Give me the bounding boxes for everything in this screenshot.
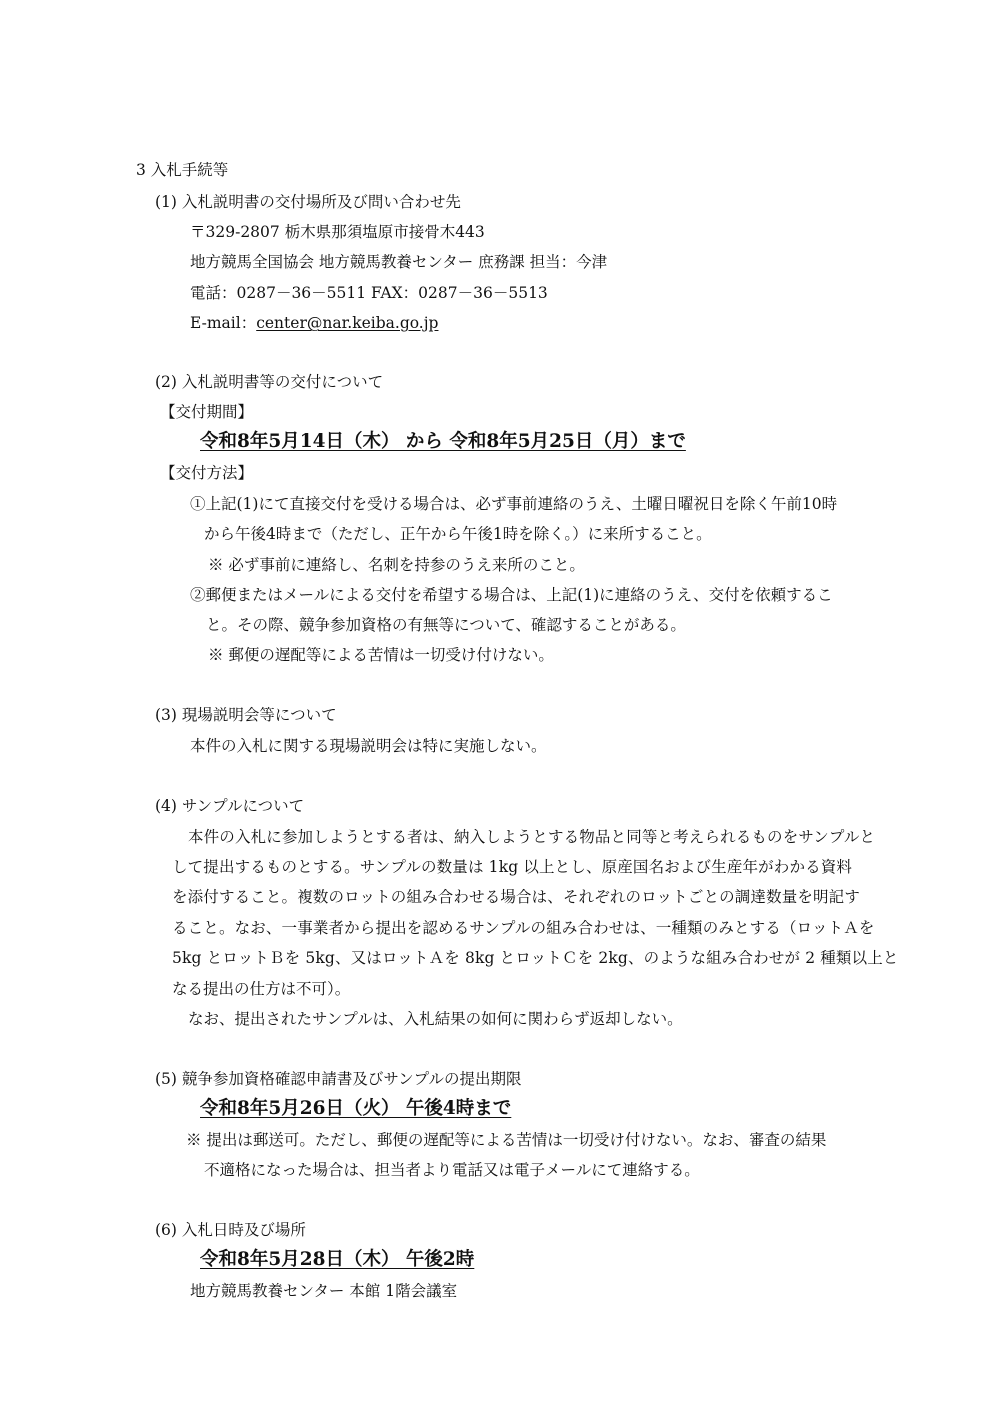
s1-organization: 地方競馬全国協会 地方競馬教養センター 庶務課 担当：今津 bbox=[190, 253, 608, 271]
s3-body: 本件の入札に関する現場説明会は特に実施しない。 bbox=[190, 737, 547, 755]
s1-postal-address: 〒329-2807 栃木県那須塩原市接骨木443 bbox=[190, 223, 485, 241]
s4-body-line: ること。なお、一事業者から提出を認めるサンプルの組み合わせは、一種類のみとする（ロットＡを bbox=[172, 919, 875, 937]
s2-method-label: 【交付方法】 bbox=[160, 464, 254, 482]
s4-body-line: して提出するものとする。サンプルの数量は 1kg 以上とし、原産国名および生産年がわかる資料 bbox=[172, 858, 853, 876]
s4-body-line: 5kg とロットＢを 5kg、又はロットＡを 8kg とロットＣを 2kg、のような組み合わせが 2 種類以上と bbox=[172, 949, 899, 967]
s2-item2-note: ※ 郵便の遅配等による苦情は一切受け付けない。 bbox=[208, 646, 554, 664]
s2-item1-line2: から午後4時まで（ただし、正午から午後1時を除く。）に来所すること。 bbox=[204, 525, 712, 543]
s1-email-link[interactable]: center@nar.keiba.go.jp bbox=[256, 314, 439, 332]
s2-heading: (2) 入札説明書等の交付について bbox=[155, 373, 384, 391]
s1-phone-fax: 電話：0287－36－5511 FAX：0287－36－5513 bbox=[190, 284, 548, 302]
s5-heading: (5) 競争参加資格確認申請書及びサンプルの提出期限 bbox=[155, 1070, 522, 1088]
s1-heading: (1) 入札説明書の交付場所及び問い合わせ先 bbox=[155, 193, 461, 211]
s2-item2-line2: と。その際、競争参加資格の有無等について、確認することがある。 bbox=[206, 616, 686, 634]
s4-body-line: を添付すること。複数のロットの組み合わせる場合は、それぞれのロットごとの調達数量を明記す bbox=[172, 888, 860, 906]
s5-deadline: 令和8年5月26日（火） 午後4時まで bbox=[200, 1098, 512, 1119]
section-title: 3 入札手続等 bbox=[136, 161, 229, 179]
s6-heading: (6) 入札日時及び場所 bbox=[155, 1221, 306, 1239]
s6-place: 地方競馬教養センター 本館 1階会議室 bbox=[190, 1282, 458, 1300]
s5-note-line1: ※ 提出は郵送可。ただし、郵便の遅配等による苦情は一切受け付けない。なお、審査の結果 bbox=[186, 1131, 827, 1149]
s4-closing: なお、提出されたサンプルは、入札結果の如何に関わらず返却しない。 bbox=[188, 1010, 683, 1028]
s1-email-label: E-mail： bbox=[190, 314, 257, 332]
s1-email-line bbox=[190, 313, 438, 333]
s2-item1-note: ※ 必ず事前に連絡し、名刺を持参のうえ来所のこと。 bbox=[208, 556, 585, 574]
s4-body-line: なる提出の仕方は不可）。 bbox=[172, 980, 351, 998]
s2-period: 令和8年5月14日（木） から 令和8年5月25日（月）まで bbox=[200, 431, 686, 452]
s6-datetime: 令和8年5月28日（木） 午後2時 bbox=[200, 1249, 475, 1270]
s5-note-line2: 不適格になった場合は、担当者より電話又は電子メールにて連絡する。 bbox=[204, 1161, 700, 1179]
s4-heading: (4) サンプルについて bbox=[155, 797, 305, 815]
s2-item2-line1: ②郵便またはメールによる交付を希望する場合は、上記(1)に連絡のうえ、交付を依頼するこ bbox=[190, 586, 833, 604]
s2-item1-line1: ①上記(1)にて直接交付を受ける場合は、必ず事前連絡のうえ、土曜日曜祝日を除く午前10時 bbox=[190, 495, 838, 513]
s3-heading: (3) 現場説明会等について bbox=[155, 706, 337, 724]
s4-body-line: 本件の入札に参加しようとする者は、納入しようとする物品と同等と考えられるものをサンプルと bbox=[188, 828, 876, 846]
s2-period-label: 【交付期間】 bbox=[160, 403, 254, 421]
